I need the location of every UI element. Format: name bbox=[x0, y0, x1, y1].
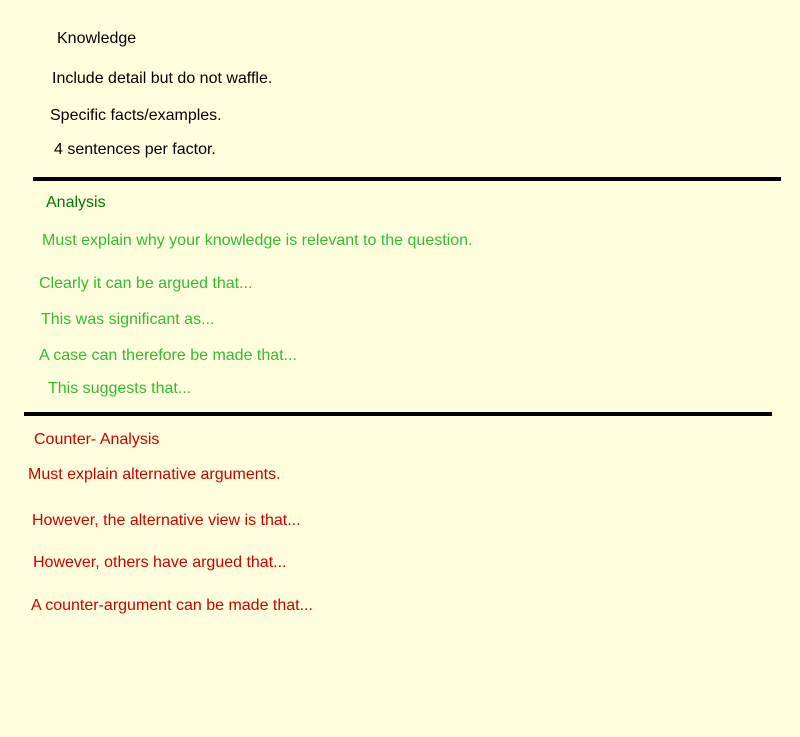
section-divider bbox=[33, 177, 781, 181]
counter-analysis-heading: Counter- Analysis bbox=[34, 431, 160, 448]
knowledge-point: 4 sentences per factor. bbox=[54, 141, 216, 158]
analysis-point: This suggests that... bbox=[48, 380, 192, 397]
analysis-heading: Analysis bbox=[46, 194, 106, 211]
analysis-point: A case can therefore be made that... bbox=[39, 347, 297, 364]
knowledge-point: Specific facts/examples. bbox=[50, 107, 222, 124]
counter-analysis-point: Must explain alternative arguments. bbox=[28, 466, 281, 483]
counter-analysis-point: However, others have argued that... bbox=[33, 554, 287, 571]
analysis-point: Clearly it can be argued that... bbox=[39, 275, 253, 292]
knowledge-point: Include detail but do not waffle. bbox=[52, 70, 273, 87]
counter-analysis-point: However, the alternative view is that... bbox=[32, 512, 301, 529]
section-divider bbox=[24, 412, 772, 416]
analysis-point: Must explain why your knowledge is relevant to the question. bbox=[42, 232, 473, 249]
knowledge-heading: Knowledge bbox=[57, 30, 137, 47]
analysis-point: This was significant as... bbox=[41, 311, 215, 328]
counter-analysis-point: A counter-argument can be made that... bbox=[31, 597, 313, 614]
